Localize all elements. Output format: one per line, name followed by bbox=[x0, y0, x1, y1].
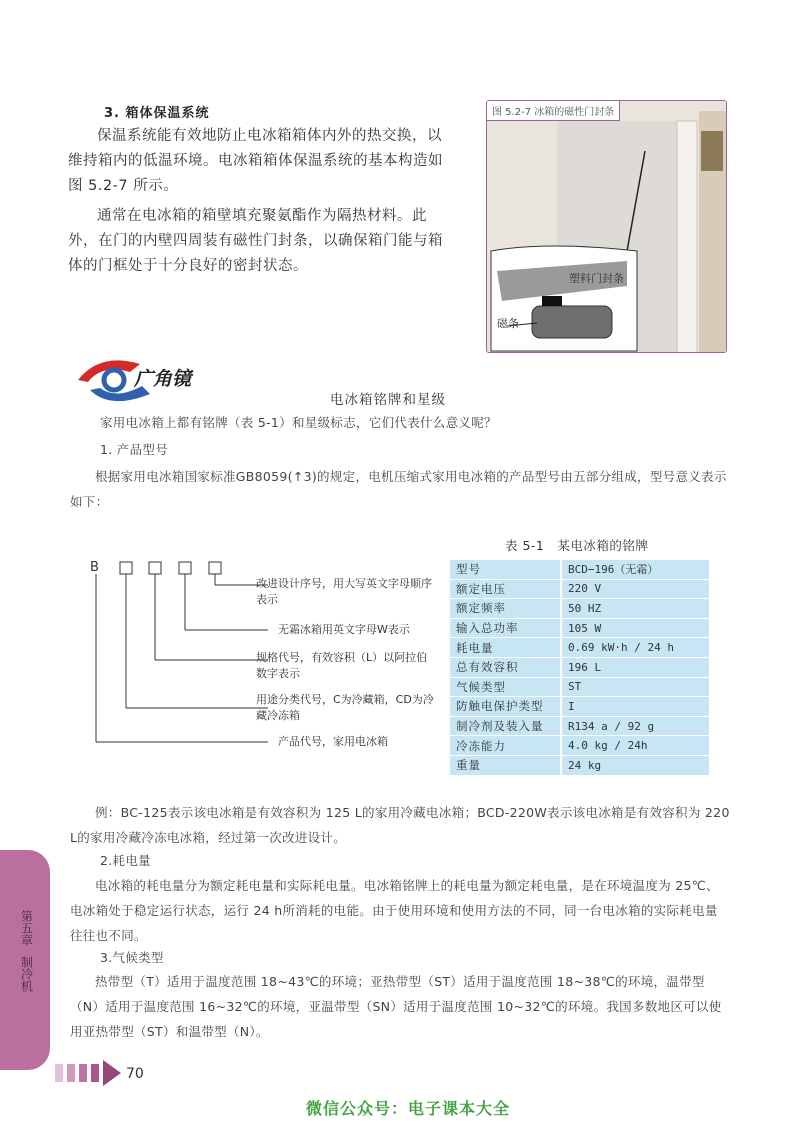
table-row bbox=[450, 736, 709, 756]
row-key: 总有效容积 bbox=[450, 657, 561, 677]
row-value: 0.69 kW·h / 24 h bbox=[561, 638, 709, 658]
code-label-3: 规格代号，有效容积（L）以阿拉伯数字表示 bbox=[256, 651, 428, 680]
code-label-5: 产品代号，家用电冰箱 bbox=[278, 735, 388, 748]
seal-label: 塑料门封条 bbox=[569, 272, 624, 285]
magnet-label: 磁条 bbox=[497, 317, 519, 330]
row-key: 额定频率 bbox=[450, 599, 561, 619]
page-arrow-icon bbox=[55, 1058, 125, 1088]
subheading-model: 1. 产品型号 bbox=[100, 442, 168, 457]
footer-watermark: 微信公众号：电子课本大全 bbox=[306, 1099, 511, 1118]
row-value: 220 V bbox=[561, 579, 709, 599]
model-paragraph: 根据家用电冰箱国家标准GB8059(↑3)的规定，电机压缩式家用电冰箱的产品型号由五部分组成，型号意义表示如下： bbox=[70, 469, 727, 509]
door-seal-illustration bbox=[487, 101, 726, 352]
subheading-climate: 3.气候类型 bbox=[100, 950, 164, 965]
table-row bbox=[450, 599, 709, 619]
row-value: I bbox=[561, 697, 709, 717]
figure-door-seal bbox=[486, 100, 727, 353]
row-key: 耗电量 bbox=[450, 638, 561, 658]
model-code-diagram bbox=[88, 560, 448, 760]
nameplate-table bbox=[450, 560, 709, 776]
row-key: 气候类型 bbox=[450, 677, 561, 697]
row-key: 防触电保护类型 bbox=[450, 697, 561, 717]
chapter-name: 制冷机 bbox=[19, 956, 34, 992]
subheading-power: 2.耗电量 bbox=[100, 853, 151, 868]
table-row bbox=[450, 638, 709, 658]
table-row bbox=[450, 618, 709, 638]
page-number: 70 bbox=[126, 1066, 144, 1082]
row-value: ST bbox=[561, 677, 709, 697]
power-paragraph: 电冰箱的耗电量分为额定耗电量和实际耗电量。电冰箱铭牌上的耗电量为额定耗电量，是在环境温度为 25℃、电冰箱处于稳定运行状态，运行 24 h所消耗的电能。由于使用环境和使用方法的不同，同一台电冰箱的实际耗电量往往也不同。 bbox=[70, 878, 719, 943]
section-paragraph-1: 保温系统能有效地防止电冰箱箱体内外的热交换，以维持箱内的低温环境。电冰箱箱体保温系统的基本构造如图 5.2-7 所示。 bbox=[68, 128, 443, 194]
chapter-label bbox=[12, 910, 40, 992]
row-value: 105 W bbox=[561, 618, 709, 638]
row-key: 冷冻能力 bbox=[450, 736, 561, 756]
table-row bbox=[450, 677, 709, 697]
section-paragraph-2: 通常在电冰箱的箱壁填充聚氨酯作为隔热材料。此外，在门的内壁四周装有磁性门封条，以确保箱门能与箱体的门框处于十分良好的密封状态。 bbox=[68, 208, 443, 274]
row-key: 型号 bbox=[450, 560, 561, 579]
code-label-2: 无霜冰箱用英文字母W表示 bbox=[278, 623, 410, 636]
wide-angle-logo-text: 广角镜 bbox=[134, 368, 192, 390]
row-value: 50 HZ bbox=[561, 599, 709, 619]
row-key: 输入总功率 bbox=[450, 618, 561, 638]
code-label-4: 用途分类代号，C为冷藏箱，CD为冷藏冷冻箱 bbox=[256, 693, 434, 722]
row-value: R134 a / 92 g bbox=[561, 716, 709, 736]
row-key: 重量 bbox=[450, 755, 561, 775]
code-label-1: 改进设计序号，用大写英文字母顺序表示 bbox=[256, 577, 432, 606]
chapter-number: 第五章 bbox=[19, 910, 34, 946]
row-value: BCD−196（无霜） bbox=[561, 560, 709, 579]
row-value: 24 kg bbox=[561, 755, 709, 775]
row-key: 制冷剂及装入量 bbox=[450, 716, 561, 736]
intro-question: 家用电冰箱上都有铭牌（表 5-1）和星级标志，它们代表什么意义呢？ bbox=[100, 415, 497, 430]
table-row bbox=[450, 657, 709, 677]
table-row bbox=[450, 755, 709, 775]
table-row bbox=[450, 716, 709, 736]
row-value: 196 L bbox=[561, 657, 709, 677]
section-heading: 电冰箱铭牌和星级 bbox=[330, 392, 446, 408]
model-prefix: B bbox=[90, 560, 99, 575]
row-value: 4.0 kg / 24h bbox=[561, 736, 709, 756]
table-title: 表 5-1 某电冰箱的铭牌 bbox=[505, 538, 649, 553]
table-row bbox=[450, 560, 709, 579]
climate-paragraph: 热带型（T）适用于温度范围 18~43℃的环境；亚热带型（ST）适用于温度范围 18~38℃的环境，温带型（N）适用于温度范围 16~32℃的环境，亚温带型（SN）适用于温度范围 10~32℃的环境。我国多数地区可以使用亚热带型（ST）和温带型（N）。 bbox=[70, 974, 722, 1039]
table-row bbox=[450, 697, 709, 717]
example-paragraph: 例：BC-125表示该电冰箱是有效容积为 125 L的家用冷藏电冰箱；BCD-220W表示该电冰箱是有效容积为 220 L的家用冷藏冷冻电冰箱，经过第一次改进设计。 bbox=[70, 805, 730, 845]
table-row bbox=[450, 579, 709, 599]
row-key: 额定电压 bbox=[450, 579, 561, 599]
figure-caption: 图 5.2-7 冰箱的磁性门封条 bbox=[487, 101, 620, 121]
section-title: 3. 箱体保温系统 bbox=[104, 106, 210, 121]
